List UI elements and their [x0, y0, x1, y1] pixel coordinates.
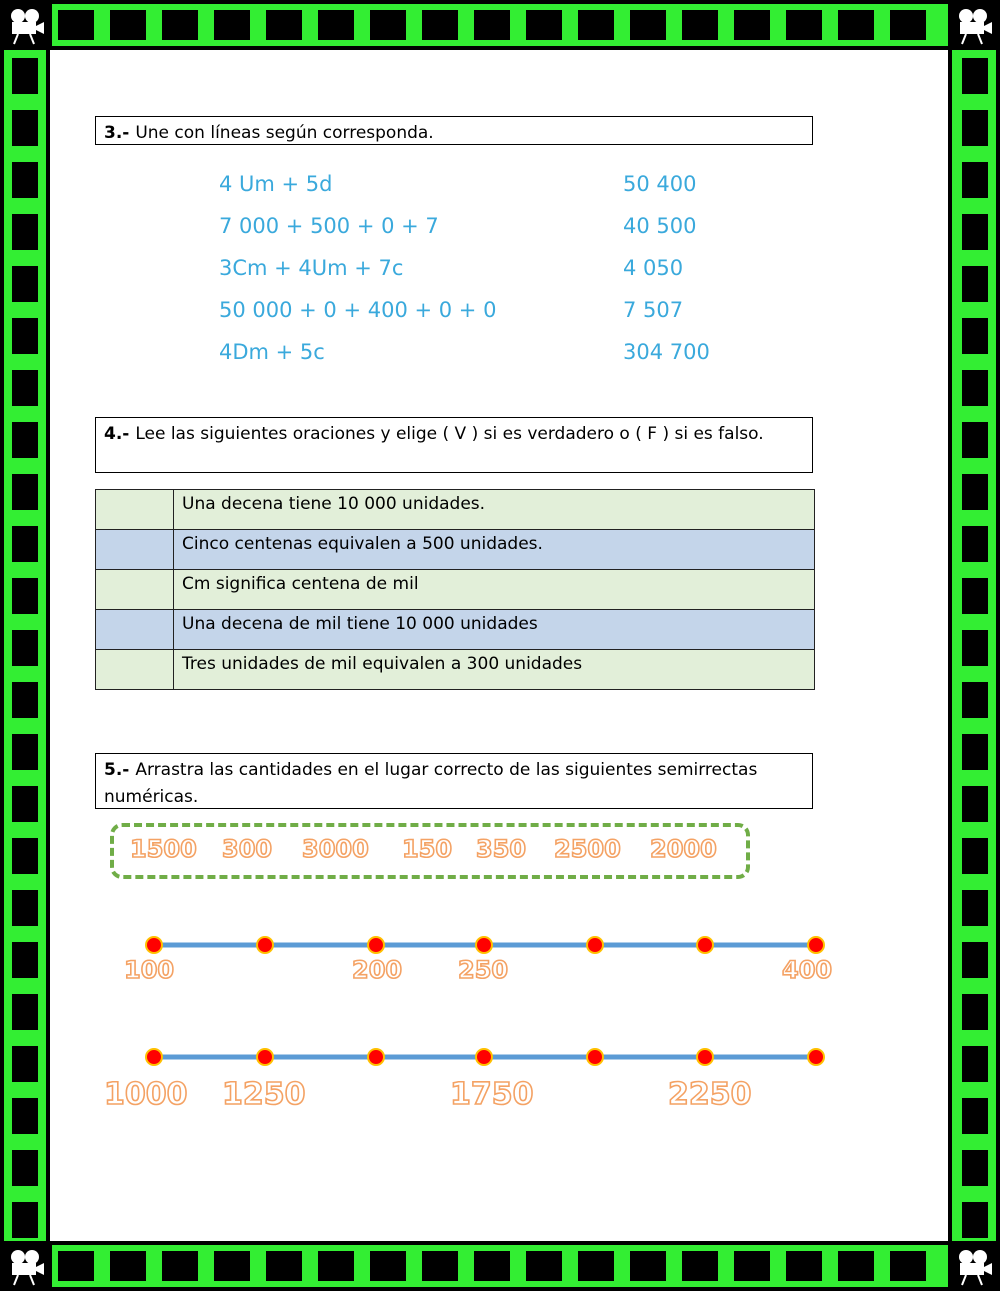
q5-number: 5.-: [104, 760, 130, 780]
statement-cell: Tres unidades de mil equivalen a 300 unidades: [174, 650, 815, 690]
draggable-number[interactable]: 150: [402, 835, 453, 863]
draggable-number[interactable]: 300: [222, 835, 273, 863]
draggable-number[interactable]: 3000: [302, 835, 369, 863]
number-line-point[interactable]: [697, 937, 713, 953]
q3-left-item[interactable]: 3Cm + 4Um + 7c: [219, 256, 404, 280]
line1-label: 400: [782, 956, 833, 984]
number-line-point[interactable]: [257, 1049, 273, 1065]
line2-label: 2250: [668, 1077, 752, 1112]
line1-label: 250: [458, 956, 509, 984]
q4-number: 4.-: [104, 424, 130, 444]
draggable-number[interactable]: 350: [476, 835, 527, 863]
q3-right-item[interactable]: 4 050: [623, 256, 684, 280]
line2-label: 1250: [222, 1077, 306, 1112]
draggable-number[interactable]: 2000: [650, 835, 717, 863]
number-line-point[interactable]: [368, 937, 384, 953]
statement-cell: Cm significa centena de mil: [174, 570, 815, 610]
q3-number: 3.-: [104, 123, 130, 143]
q3-right-item[interactable]: 40 500: [623, 214, 697, 238]
statement-cell: Una decena tiene 10 000 unidades.: [174, 490, 815, 530]
number-line-point[interactable]: [697, 1049, 713, 1065]
number-line-point[interactable]: [587, 1049, 603, 1065]
number-line-point[interactable]: [257, 937, 273, 953]
number-line-point[interactable]: [476, 937, 492, 953]
line1-label: 100: [124, 956, 175, 984]
number-line-point[interactable]: [368, 1049, 384, 1065]
number-line-point[interactable]: [808, 937, 824, 953]
q3-right-item[interactable]: 7 507: [623, 298, 684, 322]
number-line-point[interactable]: [808, 1049, 824, 1065]
q4-instruction: Lee las siguientes oraciones y elige ( V ) si es verdadero o ( F ) si es falso.: [135, 424, 764, 444]
number-line-point[interactable]: [146, 937, 162, 953]
draggable-number[interactable]: 2500: [554, 835, 621, 863]
line2-label: 1750: [450, 1077, 534, 1112]
q3-right-item[interactable]: 50 400: [623, 172, 697, 196]
line1-label: 200: [352, 956, 403, 984]
number-line-point[interactable]: [146, 1049, 162, 1065]
line2-label: 1000: [104, 1077, 188, 1112]
q3-right-item[interactable]: 304 700: [623, 340, 710, 364]
q3-instruction: Une con líneas según corresponda.: [135, 123, 434, 143]
q3-left-item[interactable]: 4 Um + 5d: [219, 172, 333, 196]
q3-left-item[interactable]: 7 000 + 500 + 0 + 7: [219, 214, 439, 238]
statement-cell: Cinco centenas equivalen a 500 unidades.: [174, 530, 815, 570]
q3-left-item[interactable]: 50 000 + 0 + 400 + 0 + 0: [219, 298, 497, 322]
number-line-point[interactable]: [476, 1049, 492, 1065]
statement-cell: Una decena de mil tiene 10 000 unidades: [174, 610, 815, 650]
draggable-number[interactable]: 1500: [130, 835, 197, 863]
q5-instruction: Arrastra las cantidades en el lugar correcto de las siguientes semirrectas numéricas.: [104, 760, 758, 807]
q3-left-item[interactable]: 4Dm + 5c: [219, 340, 325, 364]
number-line-point[interactable]: [587, 937, 603, 953]
